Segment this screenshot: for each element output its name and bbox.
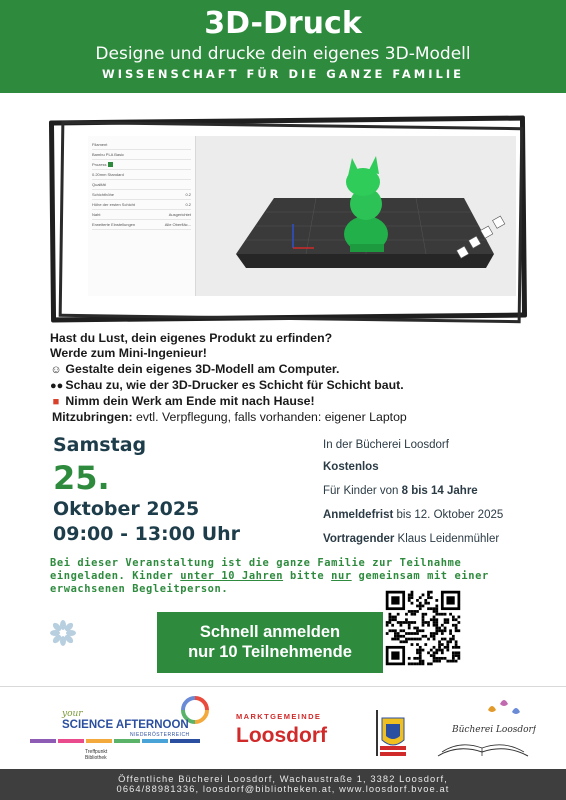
science-afternoon-logo <box>30 695 215 765</box>
speaker-text: Klaus Leidenmühler <box>394 533 500 545</box>
age-prefix: Für Kinder von <box>323 485 402 497</box>
panel-value: Ausgerichtet <box>168 212 191 217</box>
footer-contact: 0664/88981336, loosdorf@bibliotheken.at, www.loosdorf.bvoe.at <box>116 784 450 794</box>
bring-text: evtl. Verpflegung, falls vorhanden: eigener Laptop <box>132 410 407 425</box>
tagline: WISSENSCHAFT FÜR DIE GANZE FAMILIE <box>102 67 464 81</box>
md-name: Loosdorf <box>236 724 327 747</box>
md-top: MARKTGEMEINDE <box>236 712 322 721</box>
snowflake-flower-icon <box>50 620 76 646</box>
panel-value: 0.2 <box>185 202 191 207</box>
science-name: SCIENCE AFTERNOON <box>62 719 189 731</box>
age-range: 8 bis 14 Jahre <box>401 485 478 497</box>
event-day: 25. <box>53 459 110 497</box>
intro-text <box>50 331 530 426</box>
eyes-emoji-icon: ●● <box>50 379 64 392</box>
event-weekday: Samstag <box>53 434 147 456</box>
page-title: 3D-Druck <box>204 6 362 41</box>
panel-row: Qualität <box>92 182 106 187</box>
event-location: In der Bücherei Loosdorf <box>323 439 449 451</box>
deadline-text: bis 12. Oktober 2025 <box>393 509 504 521</box>
notice-text: bitte <box>283 570 332 582</box>
gift-emoji-icon: ■ <box>52 396 60 409</box>
header-banner <box>0 0 566 93</box>
notice-underline: nur <box>331 570 352 582</box>
page-subtitle: Designe und drucke dein eigenes 3D-Modell <box>95 44 471 64</box>
panel-row: Bambu PLA Basic <box>92 152 125 157</box>
sketch-frame-inner <box>59 121 524 323</box>
buecherei-loosdorf-logo <box>428 690 536 764</box>
speaker-label: Vortragender <box>323 533 395 545</box>
deadline-label: Anmeldefrist <box>323 509 394 521</box>
smile-emoji-icon: ☺ <box>50 363 62 376</box>
panel-row: Höhe der ersten Schicht <box>92 202 135 207</box>
panel-row: Erweiterte Einstellungen <box>92 222 136 227</box>
treffpunkt-logo: Treffpunkt Bibliothek <box>85 749 108 761</box>
event-month-year: Oktober 2025 <box>53 498 200 520</box>
register-line1: Schnell anmelden <box>199 623 341 641</box>
panel-value: 0.2 <box>185 192 191 197</box>
science-your: your <box>62 709 83 719</box>
notice-text: Bei dieser Veranstaltung ist die ganze Familie zur Teilnahme eingeladen. Kinder <box>50 557 462 582</box>
intro-line: Hast du Lust, dein eigenes Produkt zu erfinden? <box>50 331 333 345</box>
notice-text: gemeinsam mit einer erwachsenen Begleitperson. <box>50 570 489 595</box>
qr-code-icon[interactable] <box>383 588 463 668</box>
bullet-text: Gestalte dein eigenes 3D-Modell am Computer. <box>65 361 340 376</box>
footer <box>0 769 566 800</box>
footer-address: Öffentliche Bücherei Loosdorf, Wachaustraße 1, 3382 Loosdorf, <box>118 774 448 784</box>
bring-label: Mitzubringen: <box>52 410 133 425</box>
bullet-text: Schau zu, wie der 3D-Drucker es Schicht für Schicht baut. <box>65 377 404 392</box>
marktgemeinde-logo <box>236 710 406 760</box>
panel-row: Naht <box>92 212 101 217</box>
event-time: 09:00 - 13:00 Uhr <box>53 523 241 545</box>
divider <box>0 686 566 687</box>
panel-row: 0.20mm Standard <box>92 172 124 177</box>
panel-row: Schichthöhe <box>92 192 115 197</box>
intro-line: Werde zum Mini-Ingenieur! <box>50 346 207 361</box>
panel-row: Prozess <box>92 162 107 167</box>
science-sub: NIEDERÖSTERREICH <box>130 732 190 738</box>
register-line2: nur 10 Teilnehmende <box>188 643 352 661</box>
register-button[interactable] <box>157 612 383 673</box>
notice-underline: unter 10 Jahren <box>180 570 284 582</box>
color-bars <box>30 739 202 743</box>
bullet-text: Nimm dein Werk am Ende mit nach Hause! <box>65 394 315 409</box>
panel-row: Filament <box>92 142 108 147</box>
buecherei-text: Bücherei Loosdorf <box>452 725 536 735</box>
coat-of-arms-icon <box>376 710 406 756</box>
panel-value: Alle Oberfläc... <box>164 222 191 227</box>
event-cost: Kostenlos <box>323 461 379 473</box>
